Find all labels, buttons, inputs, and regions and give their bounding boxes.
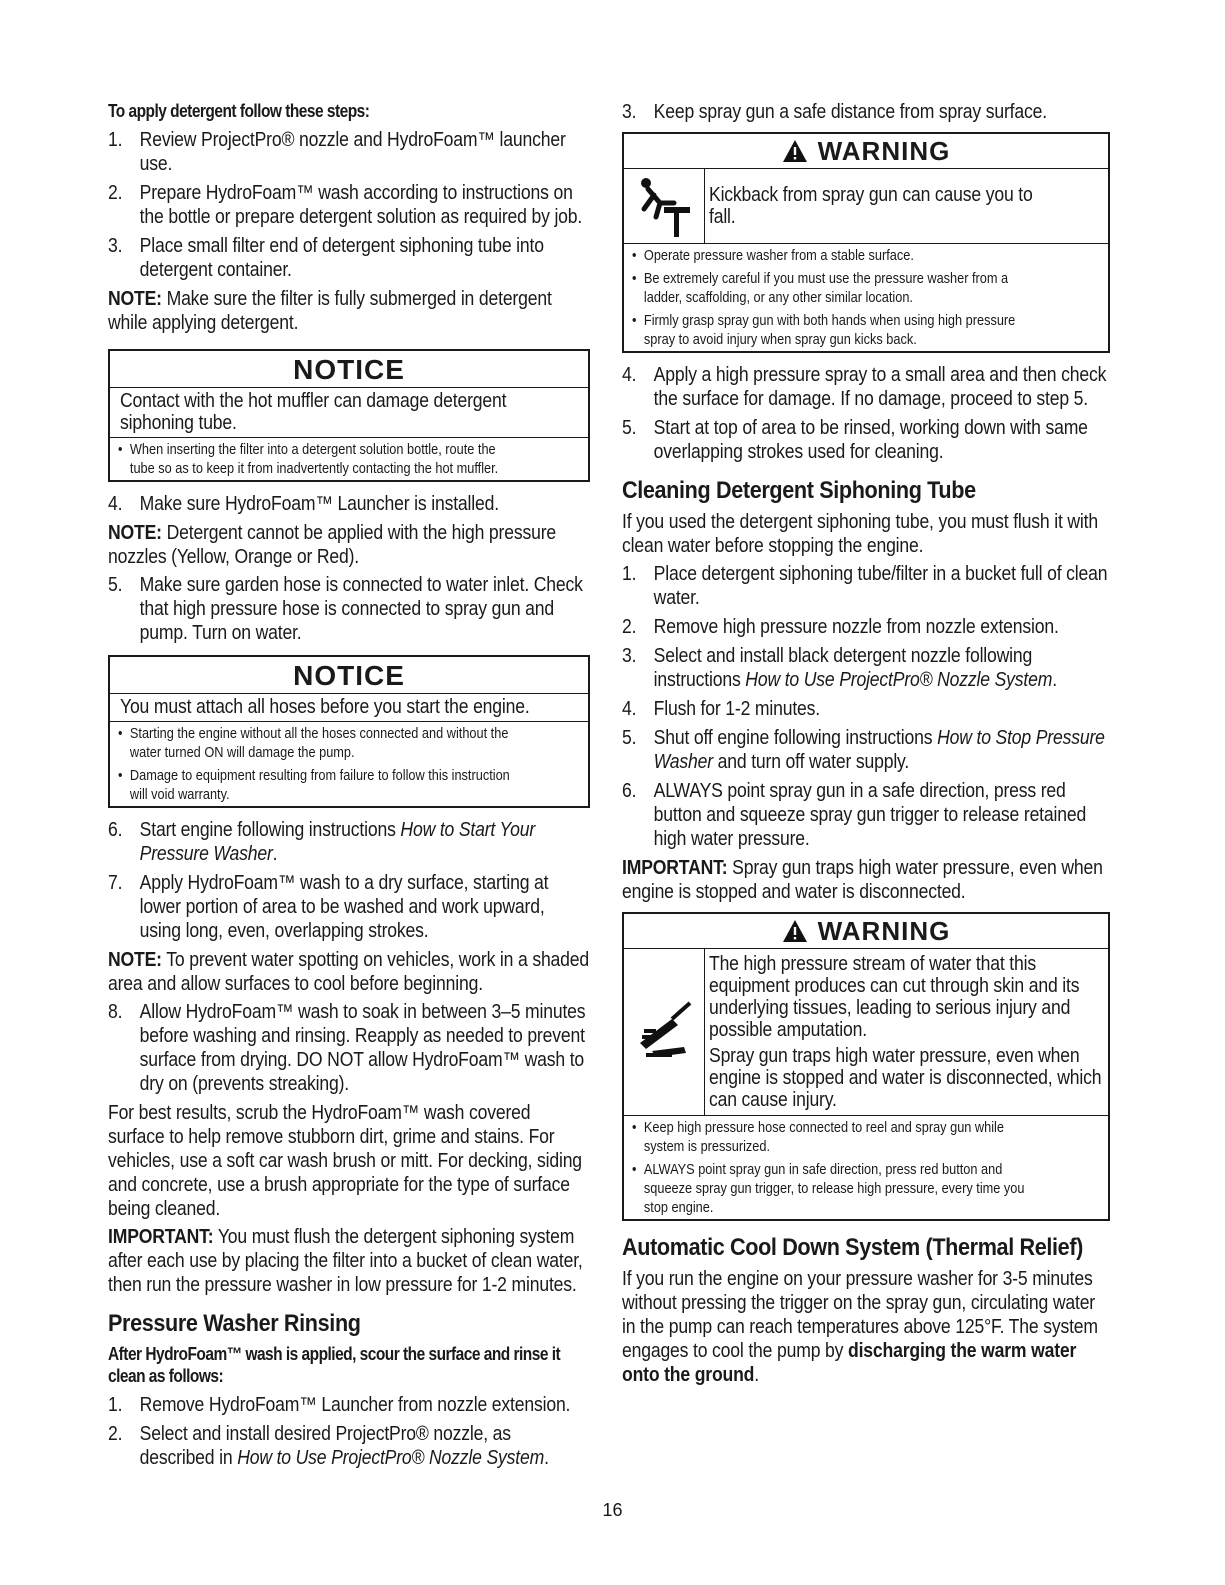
notice-bullet: • Damage to equipment resulting from failure to follow this instruction will void warranty.: [118, 767, 510, 803]
important-paragraph: IMPORTANT: Spray gun traps high water pressure, even when engine is stopped and water is disconnected.: [622, 857, 1103, 903]
list-item: 8. Allow HydroFoam™ wash to soak in between 3–5 minutes before washing and rinsing. Reapply as needed to prevent surface from drying. DO NOT allow HydroFoam™ wash to dry on (prevents streaking).: [108, 1001, 586, 1095]
warning-box: [622, 912, 1110, 1221]
fall-hazard-icon: [624, 169, 705, 243]
cleaning-intro: If you used the detergent siphoning tube, you must flush it with clean water before stopping the engine.: [622, 511, 1098, 557]
list-item: 3. Select and install black detergent nozzle following instructions How to Use ProjectPro® Nozzle System.: [622, 645, 1057, 691]
right-column: [622, 100, 1110, 1391]
list-item: 5. Shut off engine following instructions How to Stop Pressure Washer and turn off water supply.: [622, 727, 1105, 773]
important-paragraph: IMPORTANT: You must flush the detergent siphoning system after each use by placing the filter into a bucket of clean water, then run the pressure washer in low pressure for 1-2 minutes.: [108, 1226, 583, 1296]
list-item: 3. Keep spray gun a safe distance from spray surface.: [622, 101, 1047, 123]
warning-title: WARNING: [624, 914, 1108, 949]
warning-bullet: • Be extremely careful if you must use the pressure washer from a ladder, scaffolding, or any other similar location.: [632, 270, 1009, 306]
cooldown-paragraph: If you run the engine on your pressure washer for 3-5 minutes without pressing the trigger on the spray gun, circulating water in the pump can reach temperatures above 125°F. The system engages to cool the pump by discharging the warm water onto the ground.: [622, 1268, 1098, 1386]
list-item: 5. Start at top of area to be rinsed, working down with same overlapping strokes used for cleaning.: [622, 417, 1088, 463]
note-paragraph: NOTE: Detergent cannot be applied with the high pressure nozzles (Yellow, Orange or Red).: [108, 522, 557, 568]
cooldown-heading: Automatic Cool Down System (Thermal Relief): [622, 1234, 1083, 1261]
list-item: 2. Remove high pressure nozzle from nozzle extension.: [622, 616, 1059, 638]
best-results-paragraph: For best results, scrub the HydroFoam™ wash covered surface to help remove stubborn dirt, grime and stains. For vehicles, use a soft car wash brush or mitt. For decking, siding and concrete, use a brush appropriate for the type of surface being cleaned.: [108, 1102, 582, 1220]
alert-triangle-icon: [782, 139, 808, 163]
note-paragraph: NOTE: To prevent water spotting on vehicles, work in a shaded area and allow surfaces to cool before beginning.: [108, 949, 590, 995]
list-item: 2. Prepare HydroFoam™ wash according to instructions on the bottle or prepare detergent solution as required by job.: [108, 182, 583, 228]
list-item: 6. Start engine following instructions How to Start Your Pressure Washer.: [108, 819, 536, 865]
list-item: 4. Make sure HydroFoam™ Launcher is installed.: [108, 493, 499, 515]
warning-bullet: • Keep high pressure hose connected to reel and spray gun while system is pressurized.: [632, 1119, 1004, 1155]
rinsing-lead: After HydroFoam™ wash is applied, scour the surface and rinse it clean as follows:: [108, 1344, 561, 1386]
warning-box: [622, 132, 1110, 353]
alert-triangle-icon: [782, 919, 808, 943]
list-item: 1. Place detergent siphoning tube/filter in a bucket full of clean water.: [622, 563, 1108, 609]
list-item: 1. Remove HydroFoam™ Launcher from nozzle extension.: [108, 1394, 571, 1416]
warning-bullet: • ALWAYS point spray gun in safe direction, press red button and squeeze spray gun trigger, to release high pressure, every time you stop engine.: [632, 1161, 1025, 1216]
notice-box: [108, 655, 590, 808]
notice-bullet: • When inserting the filter into a detergent solution bottle, route the tube so as to keep it from inadvertently contacting the hot muffler.: [118, 441, 499, 477]
list-item: 4. Flush for 1-2 minutes.: [622, 698, 821, 720]
note-paragraph: NOTE: Make sure the filter is fully submerged in detergent while applying detergent.: [108, 288, 552, 334]
list-item: 1. Review ProjectPro® nozzle and HydroFoam™ launcher use.: [108, 129, 566, 175]
warning-message: Kickback from spray gun can cause you to fall.: [709, 184, 1033, 228]
list-item: 6. ALWAYS point spray gun in a safe direction, press red button and squeeze spray gun trigger to release retained high water pressure.: [622, 780, 1087, 850]
notice-bullet: • Starting the engine without all the hoses connected and without the water turned ON will damage the pump.: [118, 725, 509, 761]
notice-box: [108, 349, 590, 482]
notice-title: NOTICE: [110, 351, 588, 388]
list-item: 4. Apply a high pressure spray to a small area and then check the surface for damage. If no damage, proceed to step 5.: [622, 364, 1107, 410]
warning-bullet: • Operate pressure washer from a stable surface.: [632, 247, 914, 264]
notice-message: Contact with the hot muffler can damage detergent siphoning tube.: [110, 388, 588, 438]
warning-title: WARNING: [624, 134, 1108, 169]
list-item: 7. Apply HydroFoam™ wash to a dry surface, starting at lower portion of area to be washed and work upward, using long, even, overlapping strokes.: [108, 872, 549, 942]
page-number: 16: [602, 1500, 623, 1520]
notice-message: You must attach all hoses before you start the engine.: [110, 694, 588, 722]
list-item: 3. Place small filter end of detergent siphoning tube into detergent container.: [108, 235, 544, 281]
detergent-steps-heading: To apply detergent follow these steps:: [108, 101, 370, 121]
rinsing-heading: Pressure Washer Rinsing: [108, 1310, 361, 1337]
cleaning-heading: Cleaning Detergent Siphoning Tube: [622, 477, 976, 504]
warning-message: The high pressure stream of water that this equipment produces can cut through skin and its underlying tissues, leading to serious injury and possible amputation. Spray gun traps high water pressure, even when engine is stopped and water is disconnected, which can cause injury.: [709, 953, 1102, 1111]
warning-bullet: • Firmly grasp spray gun with both hands when using high pressure spray to avoid injury when spray gun kicks back.: [632, 312, 1016, 348]
left-column: [108, 100, 590, 1475]
injection-hazard-icon: [624, 949, 705, 1115]
notice-title: NOTICE: [110, 657, 588, 694]
list-item: 5. Make sure garden hose is connected to water inlet. Check that high pressure hose is connected to spray gun and pump. Turn on water.: [108, 574, 583, 644]
list-item: 2. Select and install desired ProjectPro® nozzle, as described in How to Use ProjectPro® Nozzle System.: [108, 1423, 549, 1469]
